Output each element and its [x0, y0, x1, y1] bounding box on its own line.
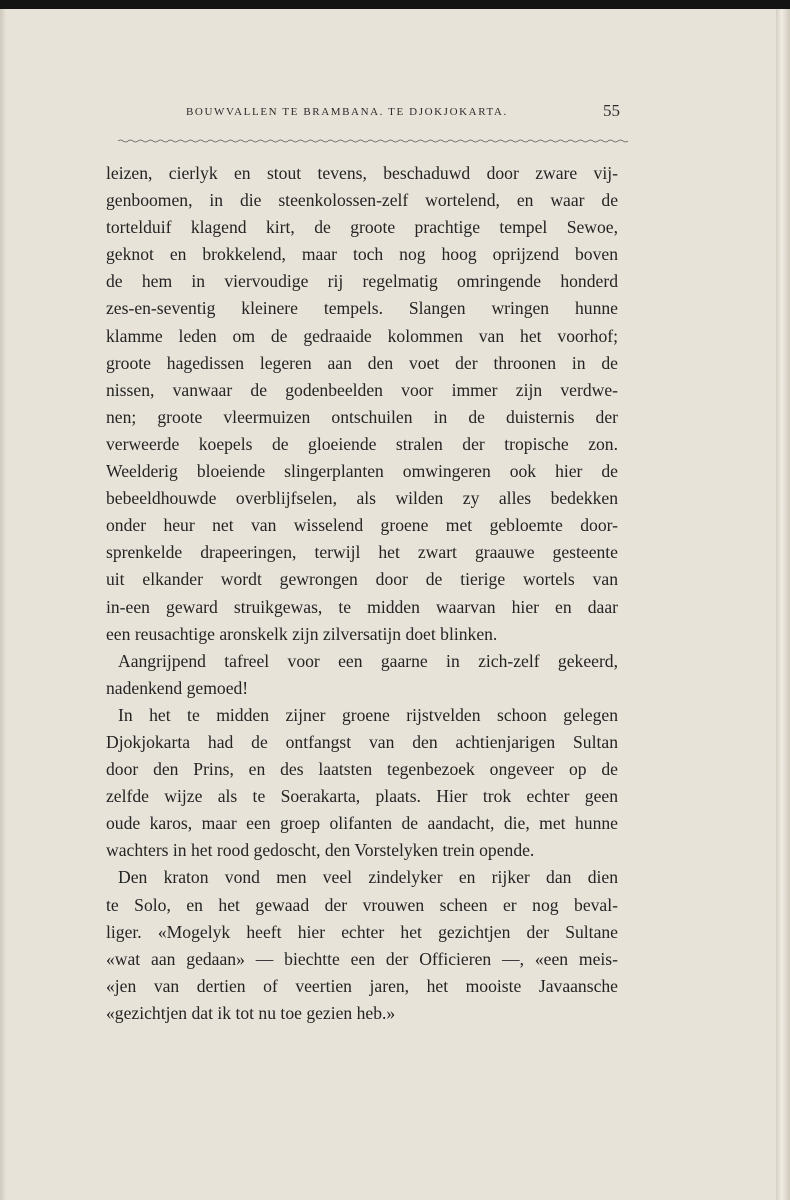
text-line: «jen van dertien of veertien jaren, het mooiste Javaansche — [106, 975, 618, 996]
text-line: verweerde koepels de gloeiende stralen der tropische zon. — [106, 433, 618, 454]
text-line: nadenkend gemoed! — [106, 677, 249, 698]
text-line: groote hagedissen legeren aan den voet der throonen in de — [106, 352, 618, 373]
text-line: «wat aan gedaan» — biechtte een der Officieren —, «een meis- — [106, 948, 618, 969]
text-line: In het te midden zijner groene rijstvelden schoon gelegen — [118, 704, 618, 725]
text-line: wachters in het rood gedoscht, den Vorstelyken trein opende. — [106, 840, 535, 861]
text-line: onder heur net van wisselend groene met gebloemte door- — [106, 515, 618, 536]
scan-top-border — [0, 0, 790, 9]
text-line: uit elkander wordt gewrongen door de tierige wortels van — [106, 569, 618, 590]
text-line: oude karos, maar een groep olifanten de aandacht, die, met hunne — [106, 813, 618, 834]
text-line: geknot en brokkelend, maar toch nog hoog oprijzend boven — [106, 244, 618, 265]
text-line: Den kraton vond men veel zindelyker en rijker dan dien — [118, 867, 618, 888]
text-line: tortelduif klagend kirt, de groote prachtige tempel Sewoe, — [106, 217, 618, 238]
text-line: Djokjokarta had de ontfangst van den achtienjarigen Sultan — [106, 731, 618, 752]
text-line: de hem in viervoudige rij regelmatig omringende honderd — [106, 271, 618, 292]
text-line: nissen, vanwaar de godenbeelden voor immer zijn verdwe- — [106, 379, 618, 400]
text-line: liger. «Mogelyk heeft hier echter het gezichtjen der Sultane — [106, 921, 618, 942]
header-wavy-rule — [118, 139, 628, 143]
text-line: een reusachtige aronskelk zijn zilversatijn doet blinken. — [106, 623, 498, 644]
text-line: genboomen, in die steenkolossen-zelf wortelend, en waar de — [106, 190, 618, 211]
text-line: bebeeldhouwde overblijfselen, als wilden zy alles bedekken — [106, 488, 618, 509]
text-line: leizen, cierlyk en stout tevens, beschaduwd door zware vij- — [106, 163, 618, 183]
page-number: 55 — [603, 101, 620, 120]
text-line: nen; groote vleermuizen ontschuilen in de duisternis der — [106, 406, 618, 427]
text-line: klamme leden om de gedraaide kolommen van het voorhof; — [106, 325, 618, 346]
running-head-title: BOUWVALLEN TE BRAMBANA. TE DJOKJOKARTA. — [186, 106, 508, 118]
body-text — [106, 160, 618, 1027]
text-line: te Solo, en het gewaad der vrouwen scheen er nog beval- — [106, 894, 618, 915]
text-line: «gezichtjen dat ik tot nu toe gezien heb.» — [106, 1002, 396, 1023]
text-line: zes-en-seventig kleinere tempels. Slangen wringen hunne — [106, 298, 618, 319]
text-line: in-een geward struikgewas, te midden waarvan hier en daar — [106, 596, 618, 617]
text-line: zelfde wijze als te Soerakarta, plaats. Hier trok echter geen — [106, 786, 618, 807]
page-edge — [776, 9, 790, 1200]
text-line: Aangrijpend tafreel voor een gaarne in zich-zelf gekeerd, — [118, 650, 618, 671]
text-line: sprenkelde drapeeringen, terwijl het zwart graauwe gesteente — [106, 542, 618, 563]
text-line: door den Prins, en des laatsten tegenbezoek ongeveer op de — [106, 759, 618, 780]
text-line: Weelderig bloeiende slingerplanten omwingeren ook hier de — [106, 461, 618, 482]
